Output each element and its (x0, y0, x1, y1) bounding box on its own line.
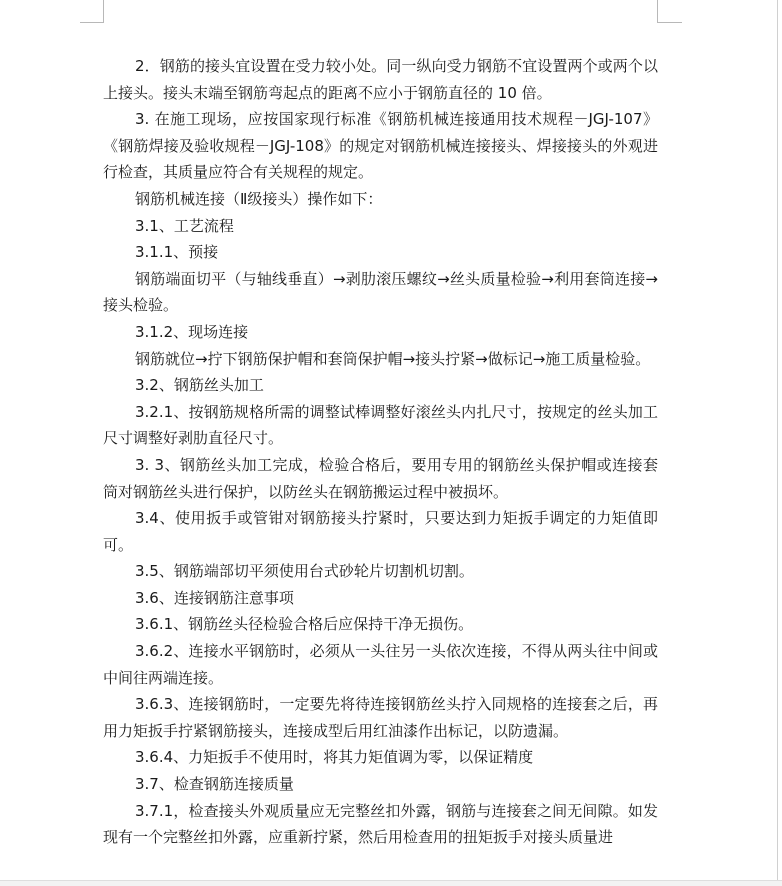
paragraph[interactable]: 3.7.1，检查接头外观质量应无完整丝扣外露，钢筋与连接套之间无间隙。如发现有一个完整丝扣外露，应重新拧紧，然后用检查用的扭矩扳手对接头质量进 (103, 801, 658, 847)
section-heading[interactable]: 3.7、检查钢筋连接质量 (135, 775, 294, 794)
paragraph[interactable]: 3.4、使用扳手或管钳对钢筋接头拧紧时，只要达到力矩扳手调定的力矩值即可。 (103, 509, 658, 554)
section-heading[interactable]: 3.1.1、预接 (135, 243, 219, 262)
paragraph[interactable]: 钢筋就位→拧下钢筋保护帽和套筒保护帽→接头拧紧→做标记→施工质量检验。 (135, 349, 651, 368)
paragraph[interactable]: 钢筋机械连接（Ⅱ级接头）操作如下： (135, 189, 383, 208)
paragraph[interactable]: 3.6.2、连接水平钢筋时，必须从一头往另一头依次连接，不得从两头往中间或中间往两端连接。 (103, 642, 658, 687)
document-body[interactable] (103, 53, 658, 851)
section-heading[interactable]: 3.2、钢筋丝头加工 (135, 376, 264, 395)
paragraph[interactable]: 3.6.3、连接钢筋时，一定要先将待连接钢筋丝头拧入同规格的连接套之后，再用力矩扳手拧紧钢筋接头，连接成型后用红油漆作出标记，以防遗漏。 (103, 695, 658, 740)
paragraph[interactable]: 3.6.4、力矩扳手不使用时，将其力矩值调为零，以保证精度 (135, 748, 534, 767)
paragraph[interactable]: 3.2.1、按钢筋规格所需的调整试棒调整好滚丝头内扎尺寸，按规定的丝头加工尺寸调整好剥肋直径尺寸。 (103, 402, 658, 448)
section-heading[interactable]: 3.6、连接钢筋注意事项 (135, 588, 294, 607)
section-heading[interactable]: 3.1.2、现场连接 (135, 322, 249, 341)
window-bottom-strip (0, 880, 782, 886)
top-left-margin-mark (80, 0, 104, 23)
paragraph[interactable]: 3.6.1、钢筋丝头径检验合格后应保持干净无损伤。 (135, 615, 474, 634)
top-right-margin-mark (657, 0, 682, 23)
paragraph[interactable]: 钢筋端面切平（与轴线垂直）→剥肋滚压螺纹→丝头质量检验→利用套筒连接→接头检验。 (103, 269, 658, 315)
page-right-edge (777, 0, 778, 886)
paragraph[interactable]: 2．钢筋的接头宜设置在受力较小处。同一纵向受力钢筋不宜设置两个或两个以上接头。接头末端至钢筋弯起点的距离不应小于钢筋直径的 10 倍。 (103, 57, 658, 102)
paragraph[interactable]: 3.5、钢筋端部切平须使用台式砂轮片切割机切割。 (135, 562, 474, 581)
section-heading[interactable]: 3.1、工艺流程 (135, 216, 234, 235)
paragraph[interactable]: 3. 3、钢筋丝头加工完成，检验合格后，要用专用的钢筋丝头保护帽或连接套筒对钢筋丝头进行保护，以防丝头在钢筋搬运过程中被损坏。 (103, 455, 658, 501)
paragraph[interactable]: 3. 在施工现场，应按国家现行标准《钢筋机械连接通用技术规程－JGJ-107》《钢筋焊接及验收规程－JGJ-108》的规定对钢筋机械连接接头、焊接接头的外观进行检查，其质量应符合有关规程的规定。 (103, 110, 658, 182)
